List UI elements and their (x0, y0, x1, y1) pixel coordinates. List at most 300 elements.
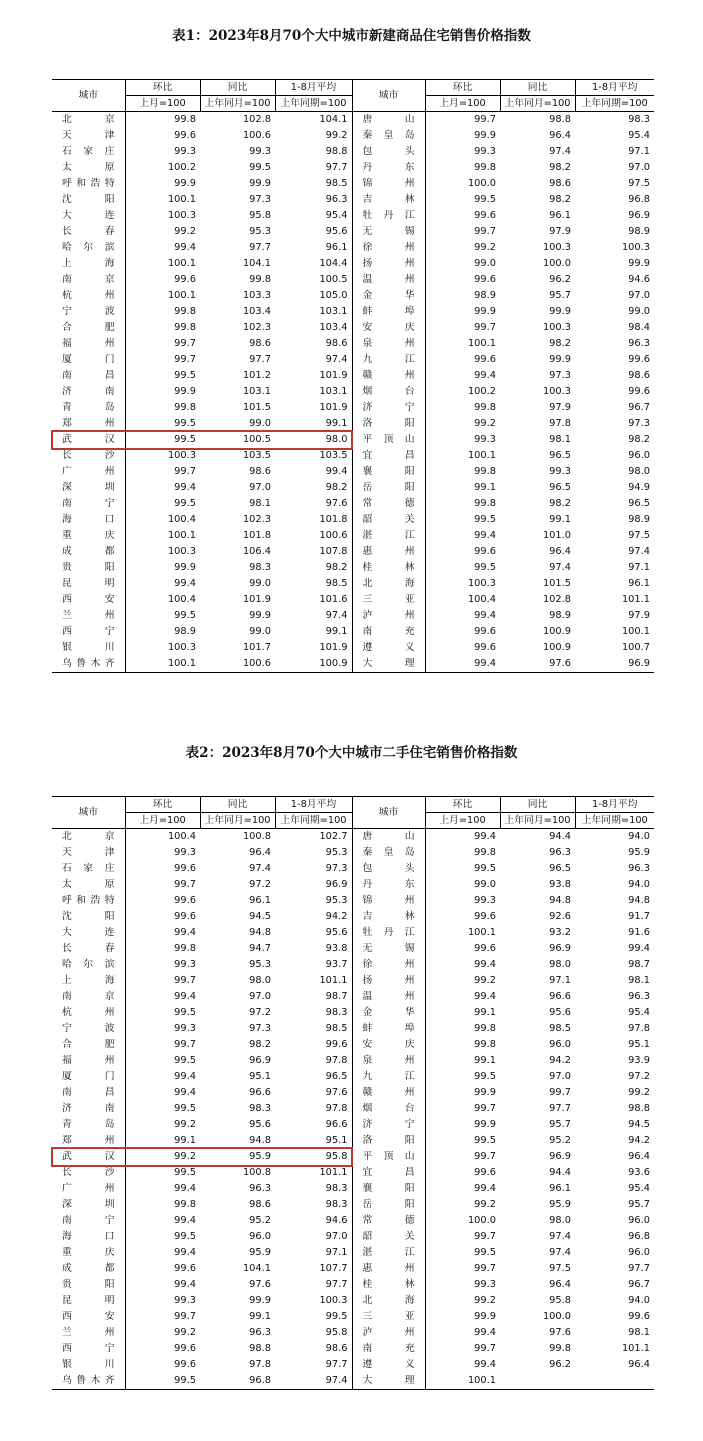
yoy-value: 103.3 (242, 290, 271, 301)
table-row (52, 592, 654, 608)
mom-value: 99.8 (174, 943, 196, 954)
avg-value-right: 97.4 (628, 546, 650, 557)
mom-value: 100.3 (167, 210, 196, 221)
city-name-right: 宜昌 (352, 1165, 425, 1181)
city-name: 乌鲁木齐 (52, 656, 125, 673)
yoy-subheader: 上年同月=100 (200, 96, 275, 112)
mom-value-right: 99.2 (474, 242, 496, 253)
mom-value: 99.9 (174, 178, 196, 189)
yoy-value: 98.2 (249, 1039, 271, 1050)
avg-value: 98.0 (275, 432, 352, 448)
city-name: 南宁 (52, 1213, 125, 1229)
mom-value-right: 100.2 (467, 386, 496, 397)
mom-value-right: 99.7 (474, 1231, 496, 1242)
city-name-right: 吉林 (352, 909, 425, 925)
avg-value-right: 91.7 (628, 911, 650, 922)
avg-value-right: 98.4 (628, 322, 650, 333)
mom-value-right: 99.8 (474, 498, 496, 509)
city-name: 厦门 (52, 1069, 125, 1085)
yoy-value-right: 100.3 (542, 242, 571, 253)
mom-value: 99.5 (125, 1373, 200, 1390)
yoy-value-right: 99.9 (549, 306, 571, 317)
second-hand-housing-price-table (52, 796, 654, 1390)
city-name: 合肥 (52, 1037, 125, 1053)
yoy-value: 95.3 (249, 959, 271, 970)
avg-value: 94.2 (275, 909, 352, 925)
avg-value: 98.5 (275, 576, 352, 592)
city-name: 兰州 (52, 1325, 125, 1341)
mom-value: 99.3 (174, 1295, 196, 1306)
avg-value-right: 99.4 (628, 943, 650, 954)
avg-value-right: 91.6 (628, 927, 650, 938)
yoy-value: 99.5 (249, 162, 271, 173)
city-name: 银川 (52, 640, 125, 656)
city-name: 上海 (52, 973, 125, 989)
table-row (52, 1149, 654, 1165)
yoy-value: 97.3 (249, 194, 271, 205)
avg-value: 95.6 (275, 925, 352, 941)
avg-value: 98.3 (275, 1005, 352, 1021)
table-row (52, 336, 654, 352)
avg-value: 95.3 (275, 845, 352, 861)
avg-subheader: 上年同期=100 (275, 813, 352, 829)
avg-value: 95.1 (275, 1133, 352, 1149)
avg-value-right: 94.0 (628, 831, 650, 842)
table-row (52, 176, 654, 192)
avg-value: 98.3 (275, 1181, 352, 1197)
avg-value: 103.1 (275, 384, 352, 400)
city-name: 济南 (52, 1101, 125, 1117)
avg-value: 99.4 (275, 464, 352, 480)
avg-value: 99.5 (275, 1309, 352, 1325)
mom-value: 99.6 (174, 863, 196, 874)
mom-value-right: 99.8 (474, 162, 496, 173)
mom-value-right: 98.9 (474, 290, 496, 301)
avg-value-right: 95.4 (628, 1183, 650, 1194)
city-name-right: 北海 (352, 576, 425, 592)
yoy-value: 97.2 (249, 1007, 271, 1018)
avg-value: 101.9 (275, 640, 352, 656)
mom-value-right: 100.4 (467, 594, 496, 605)
table-row (52, 1213, 654, 1229)
avg-value-right: 95.4 (628, 1007, 650, 1018)
mom-value-right: 100.0 (467, 1215, 496, 1226)
mom-value-right: 99.0 (474, 879, 496, 890)
table-row (52, 160, 654, 176)
yoy-value: 94.8 (249, 1135, 271, 1146)
city-name-right: 平顶山 (352, 432, 425, 448)
city-name-right: 泉州 (352, 336, 425, 352)
city-name: 福州 (52, 1053, 125, 1069)
mom-value: 99.8 (174, 114, 196, 125)
yoy-value-right: 96.4 (549, 130, 571, 141)
city-name: 青岛 (52, 400, 125, 416)
avg-value: 97.7 (275, 160, 352, 176)
mom-value: 99.4 (174, 1279, 196, 1290)
mom-value-right: 99.9 (474, 1119, 496, 1130)
city-name-right: 牡丹江 (352, 208, 425, 224)
mom-value: 98.9 (174, 626, 196, 637)
city-name-right: 唐山 (352, 829, 425, 846)
city-name: 宁波 (52, 1021, 125, 1037)
yoy-value: 96.3 (249, 1183, 271, 1194)
mom-value-right: 99.2 (474, 1199, 496, 1210)
mom-value-right: 99.4 (474, 610, 496, 621)
mom-value-right: 99.6 (474, 642, 496, 653)
mom-value: 99.3 (174, 959, 196, 970)
mom-value: 99.8 (174, 402, 196, 413)
avg-value-right: 97.5 (628, 530, 650, 541)
yoy-value-right: 99.3 (549, 466, 571, 477)
yoy-value: 99.0 (249, 578, 271, 589)
mom-value-right: 99.5 (474, 514, 496, 525)
avg-value: 96.6 (275, 1117, 352, 1133)
yoy-subheader: 上年同月=100 (200, 813, 275, 829)
city-name-right: 惠州 (352, 544, 425, 560)
avg-value-right: 100.1 (621, 626, 650, 637)
yoy-value: 96.0 (249, 1231, 271, 1242)
table-row (52, 1165, 654, 1181)
yoy-value-right: 96.9 (549, 1151, 571, 1162)
avg-value-right: 96.1 (628, 578, 650, 589)
city-name: 沈阳 (52, 909, 125, 925)
yoy-value-right: 96.1 (549, 210, 571, 221)
avg-header: 1-8月平均 (275, 80, 352, 96)
yoy-header: 同比 (200, 797, 275, 813)
yoy-value: 97.3 (249, 1023, 271, 1034)
table-row (52, 1117, 654, 1133)
yoy-value-right: 99.8 (549, 1343, 571, 1354)
table-row (52, 1005, 654, 1021)
mom-value: 99.4 (174, 1071, 196, 1082)
yoy-value: 95.1 (249, 1071, 271, 1082)
mom-value: 99.5 (174, 1231, 196, 1242)
mom-value-right: 99.1 (474, 482, 496, 493)
city-name-right: 安庆 (352, 1037, 425, 1053)
mom-value-right: 99.8 (474, 1023, 496, 1034)
mom-value: 100.3 (167, 450, 196, 461)
city-name-right: 泉州 (352, 1053, 425, 1069)
yoy-value-right: 101.0 (542, 530, 571, 541)
city-name: 大连 (52, 208, 125, 224)
avg-value-right: 96.9 (628, 210, 650, 221)
avg-value-right: 99.2 (628, 1087, 650, 1098)
avg-value: 103.4 (275, 320, 352, 336)
table-row (52, 861, 654, 877)
yoy-subheader-right: 上年同月=100 (500, 96, 575, 112)
table2-title: 表2：2023年8月70个大中城市二手住宅销售价格指数 (185, 745, 518, 761)
avg-value-right: 93.6 (628, 1167, 650, 1178)
city-name: 长沙 (52, 448, 125, 464)
city-name-right: 蚌埠 (352, 304, 425, 320)
mom-value-right: 100.1 (467, 450, 496, 461)
mom-value-right: 99.6 (474, 354, 496, 365)
mom-value-right: 99.4 (474, 1327, 496, 1338)
city-name-right: 温州 (352, 989, 425, 1005)
avg-value-right: 94.0 (628, 1295, 650, 1306)
avg-value: 97.4 (275, 608, 352, 624)
yoy-header: 同比 (200, 80, 275, 96)
city-name: 郑州 (52, 1133, 125, 1149)
city-name-right: 常德 (352, 496, 425, 512)
table-row (52, 464, 654, 480)
yoy-value-right (500, 1373, 575, 1390)
mom-value: 99.6 (174, 1343, 196, 1354)
city-name-right: 蚌埠 (352, 1021, 425, 1037)
avg-header-right: 1-8月平均 (575, 797, 654, 813)
yoy-value-right: 98.8 (549, 114, 571, 125)
city-name: 贵阳 (52, 1277, 125, 1293)
city-name-right: 扬州 (352, 973, 425, 989)
mom-value-right: 99.3 (474, 146, 496, 157)
city-name: 南京 (52, 272, 125, 288)
city-name-right: 安庆 (352, 320, 425, 336)
city-name: 沈阳 (52, 192, 125, 208)
city-name-right: 扬州 (352, 256, 425, 272)
avg-value-right: 99.6 (628, 386, 650, 397)
avg-header: 1-8月平均 (275, 797, 352, 813)
yoy-value: 96.8 (200, 1373, 275, 1390)
mom-value: 99.7 (174, 1039, 196, 1050)
avg-value: 99.1 (275, 416, 352, 432)
city-name-right: 秦皇岛 (352, 128, 425, 144)
table-row (52, 480, 654, 496)
mom-value-right: 99.8 (474, 847, 496, 858)
table-row (52, 973, 654, 989)
mom-value: 100.2 (167, 162, 196, 173)
city-name: 石家庄 (52, 144, 125, 160)
avg-value-right: 99.9 (628, 258, 650, 269)
avg-value-right: 97.8 (628, 1023, 650, 1034)
mom-value-right: 99.4 (474, 991, 496, 1002)
avg-value: 97.7 (275, 1277, 352, 1293)
new-housing-price-table (52, 79, 654, 673)
mom-value: 99.6 (174, 274, 196, 285)
mom-header: 环比 (125, 797, 200, 813)
table-row (52, 1037, 654, 1053)
city-name-right: 岳阳 (352, 1197, 425, 1213)
yoy-value-right: 98.2 (549, 498, 571, 509)
table-row (52, 1245, 654, 1261)
avg-value: 100.3 (275, 1293, 352, 1309)
yoy-value: 98.6 (249, 1199, 271, 1210)
city-name: 长春 (52, 224, 125, 240)
city-name: 昆明 (52, 576, 125, 592)
yoy-value-right: 96.0 (549, 1039, 571, 1050)
mom-value: 99.6 (174, 1263, 196, 1274)
avg-value-right: 96.9 (575, 656, 654, 673)
yoy-value: 97.7 (249, 242, 271, 253)
yoy-value-right: 100.3 (542, 386, 571, 397)
yoy-value: 97.0 (249, 482, 271, 493)
mom-value: 99.6 (174, 1359, 196, 1370)
city-header-right: 城市 (352, 80, 425, 112)
yoy-value: 98.3 (249, 1103, 271, 1114)
mom-value-right: 99.5 (474, 562, 496, 573)
yoy-value: 103.1 (242, 386, 271, 397)
avg-value-right: 97.9 (628, 610, 650, 621)
yoy-value-right: 97.5 (549, 1263, 571, 1274)
yoy-value-right: 97.6 (549, 1327, 571, 1338)
yoy-value: 102.3 (242, 514, 271, 525)
mom-value: 99.5 (174, 610, 196, 621)
yoy-value-right: 95.2 (549, 1135, 571, 1146)
mom-header-right: 环比 (425, 80, 500, 96)
city-header: 城市 (52, 797, 125, 829)
yoy-value: 94.5 (249, 911, 271, 922)
city-name: 银川 (52, 1357, 125, 1373)
yoy-value-right: 98.2 (549, 338, 571, 349)
yoy-value-right: 98.1 (549, 434, 571, 445)
avg-value: 95.4 (275, 208, 352, 224)
city-name: 西安 (52, 1309, 125, 1325)
yoy-value: 101.8 (242, 530, 271, 541)
table-row (52, 1341, 654, 1357)
avg-value: 101.1 (275, 973, 352, 989)
table-row (52, 941, 654, 957)
yoy-value-right: 96.4 (549, 546, 571, 557)
avg-value: 107.8 (275, 544, 352, 560)
avg-value: 97.3 (275, 861, 352, 877)
yoy-value-right: 98.2 (549, 162, 571, 173)
city-name: 成都 (52, 1261, 125, 1277)
avg-value-right: 96.8 (628, 194, 650, 205)
mom-value-right: 99.2 (474, 1295, 496, 1306)
avg-value-right: 99.0 (628, 306, 650, 317)
city-name-right: 丹东 (352, 160, 425, 176)
city-name-right: 三亚 (352, 592, 425, 608)
avg-value-right: 98.6 (628, 370, 650, 381)
city-name: 昆明 (52, 1293, 125, 1309)
yoy-value-right: 96.2 (549, 274, 571, 285)
mom-value: 99.5 (174, 1167, 196, 1178)
avg-value-right: 96.7 (628, 402, 650, 413)
city-name-right: 牡丹江 (352, 925, 425, 941)
mom-value: 99.1 (174, 1135, 196, 1146)
mom-subheader-right: 上月=100 (425, 96, 500, 112)
table-row (52, 400, 654, 416)
yoy-value-right: 101.5 (542, 578, 571, 589)
yoy-value-right: 97.4 (549, 562, 571, 573)
mom-value: 100.4 (167, 594, 196, 605)
avg-value: 97.4 (275, 352, 352, 368)
city-name-right: 无锡 (352, 941, 425, 957)
avg-value: 105.0 (275, 288, 352, 304)
yoy-value-right: 95.7 (549, 290, 571, 301)
mom-value: 99.4 (174, 1087, 196, 1098)
table-row (52, 909, 654, 925)
yoy-value: 99.0 (249, 418, 271, 429)
table-row (52, 1261, 654, 1277)
avg-value: 97.8 (275, 1053, 352, 1069)
yoy-value-right: 102.8 (542, 594, 571, 605)
yoy-value-right: 99.1 (549, 514, 571, 525)
avg-value: 103.5 (275, 448, 352, 464)
city-name: 上海 (52, 256, 125, 272)
city-name-right: 金华 (352, 1005, 425, 1021)
avg-value-right: 95.4 (628, 130, 650, 141)
yoy-value: 101.2 (242, 370, 271, 381)
avg-value: 101.8 (275, 512, 352, 528)
mom-value: 99.5 (174, 1055, 196, 1066)
table-row (52, 624, 654, 640)
city-name: 郑州 (52, 416, 125, 432)
city-name: 哈尔滨 (52, 957, 125, 973)
city-name-right: 吉林 (352, 192, 425, 208)
mom-value: 99.8 (174, 322, 196, 333)
yoy-value: 99.9 (249, 178, 271, 189)
avg-value: 97.8 (275, 1101, 352, 1117)
avg-value-right: 98.7 (628, 959, 650, 970)
mom-value: 99.5 (174, 434, 196, 445)
table-row (52, 256, 654, 272)
avg-value-right: 96.5 (628, 498, 650, 509)
mom-value: 99.7 (174, 338, 196, 349)
city-name: 大连 (52, 925, 125, 941)
table-row (52, 1309, 654, 1325)
city-name-right: 赣州 (352, 1085, 425, 1101)
table-row (52, 528, 654, 544)
mom-value-right: 99.2 (474, 975, 496, 986)
avg-value: 95.6 (275, 224, 352, 240)
yoy-value-right: 94.8 (549, 895, 571, 906)
mom-value-right: 99.4 (474, 1183, 496, 1194)
yoy-value: 99.3 (249, 146, 271, 157)
table-row (52, 1357, 654, 1373)
mom-value: 100.1 (167, 258, 196, 269)
avg-value: 98.2 (275, 560, 352, 576)
mom-value-right: 99.6 (474, 210, 496, 221)
avg-value: 100.9 (275, 656, 352, 673)
mom-value-right: 99.3 (474, 434, 496, 445)
avg-value: 96.3 (275, 192, 352, 208)
yoy-value: 98.0 (249, 975, 271, 986)
mom-value: 99.7 (174, 975, 196, 986)
city-name: 海口 (52, 512, 125, 528)
yoy-value: 99.8 (249, 274, 271, 285)
mom-value: 100.4 (167, 831, 196, 842)
table-row (52, 240, 654, 256)
avg-subheader-right: 上年同期=100 (575, 96, 654, 112)
city-name: 福州 (52, 336, 125, 352)
yoy-value: 96.4 (249, 847, 271, 858)
avg-value: 99.1 (275, 624, 352, 640)
city-name: 西宁 (52, 1341, 125, 1357)
yoy-header-right: 同比 (500, 80, 575, 96)
mom-value: 99.4 (174, 1183, 196, 1194)
avg-value: 101.9 (275, 400, 352, 416)
city-name: 天津 (52, 845, 125, 861)
mom-value-right: 99.5 (474, 1135, 496, 1146)
avg-value-right: 98.8 (628, 1103, 650, 1114)
mom-value-right: 99.5 (474, 863, 496, 874)
avg-value: 97.4 (275, 1373, 352, 1390)
yoy-value: 99.9 (249, 1295, 271, 1306)
city-name: 青岛 (52, 1117, 125, 1133)
mom-value: 99.4 (174, 1215, 196, 1226)
city-name: 长春 (52, 941, 125, 957)
yoy-value: 98.8 (249, 1343, 271, 1354)
city-name: 深圳 (52, 480, 125, 496)
city-name-right: 平顶山 (352, 1149, 425, 1165)
avg-value: 98.2 (275, 480, 352, 496)
table-row (52, 608, 654, 624)
yoy-value-right: 98.5 (549, 1023, 571, 1034)
mom-value: 99.4 (174, 1247, 196, 1258)
city-name-right: 九江 (352, 1069, 425, 1085)
mom-header-right: 环比 (425, 797, 500, 813)
yoy-header-right: 同比 (500, 797, 575, 813)
